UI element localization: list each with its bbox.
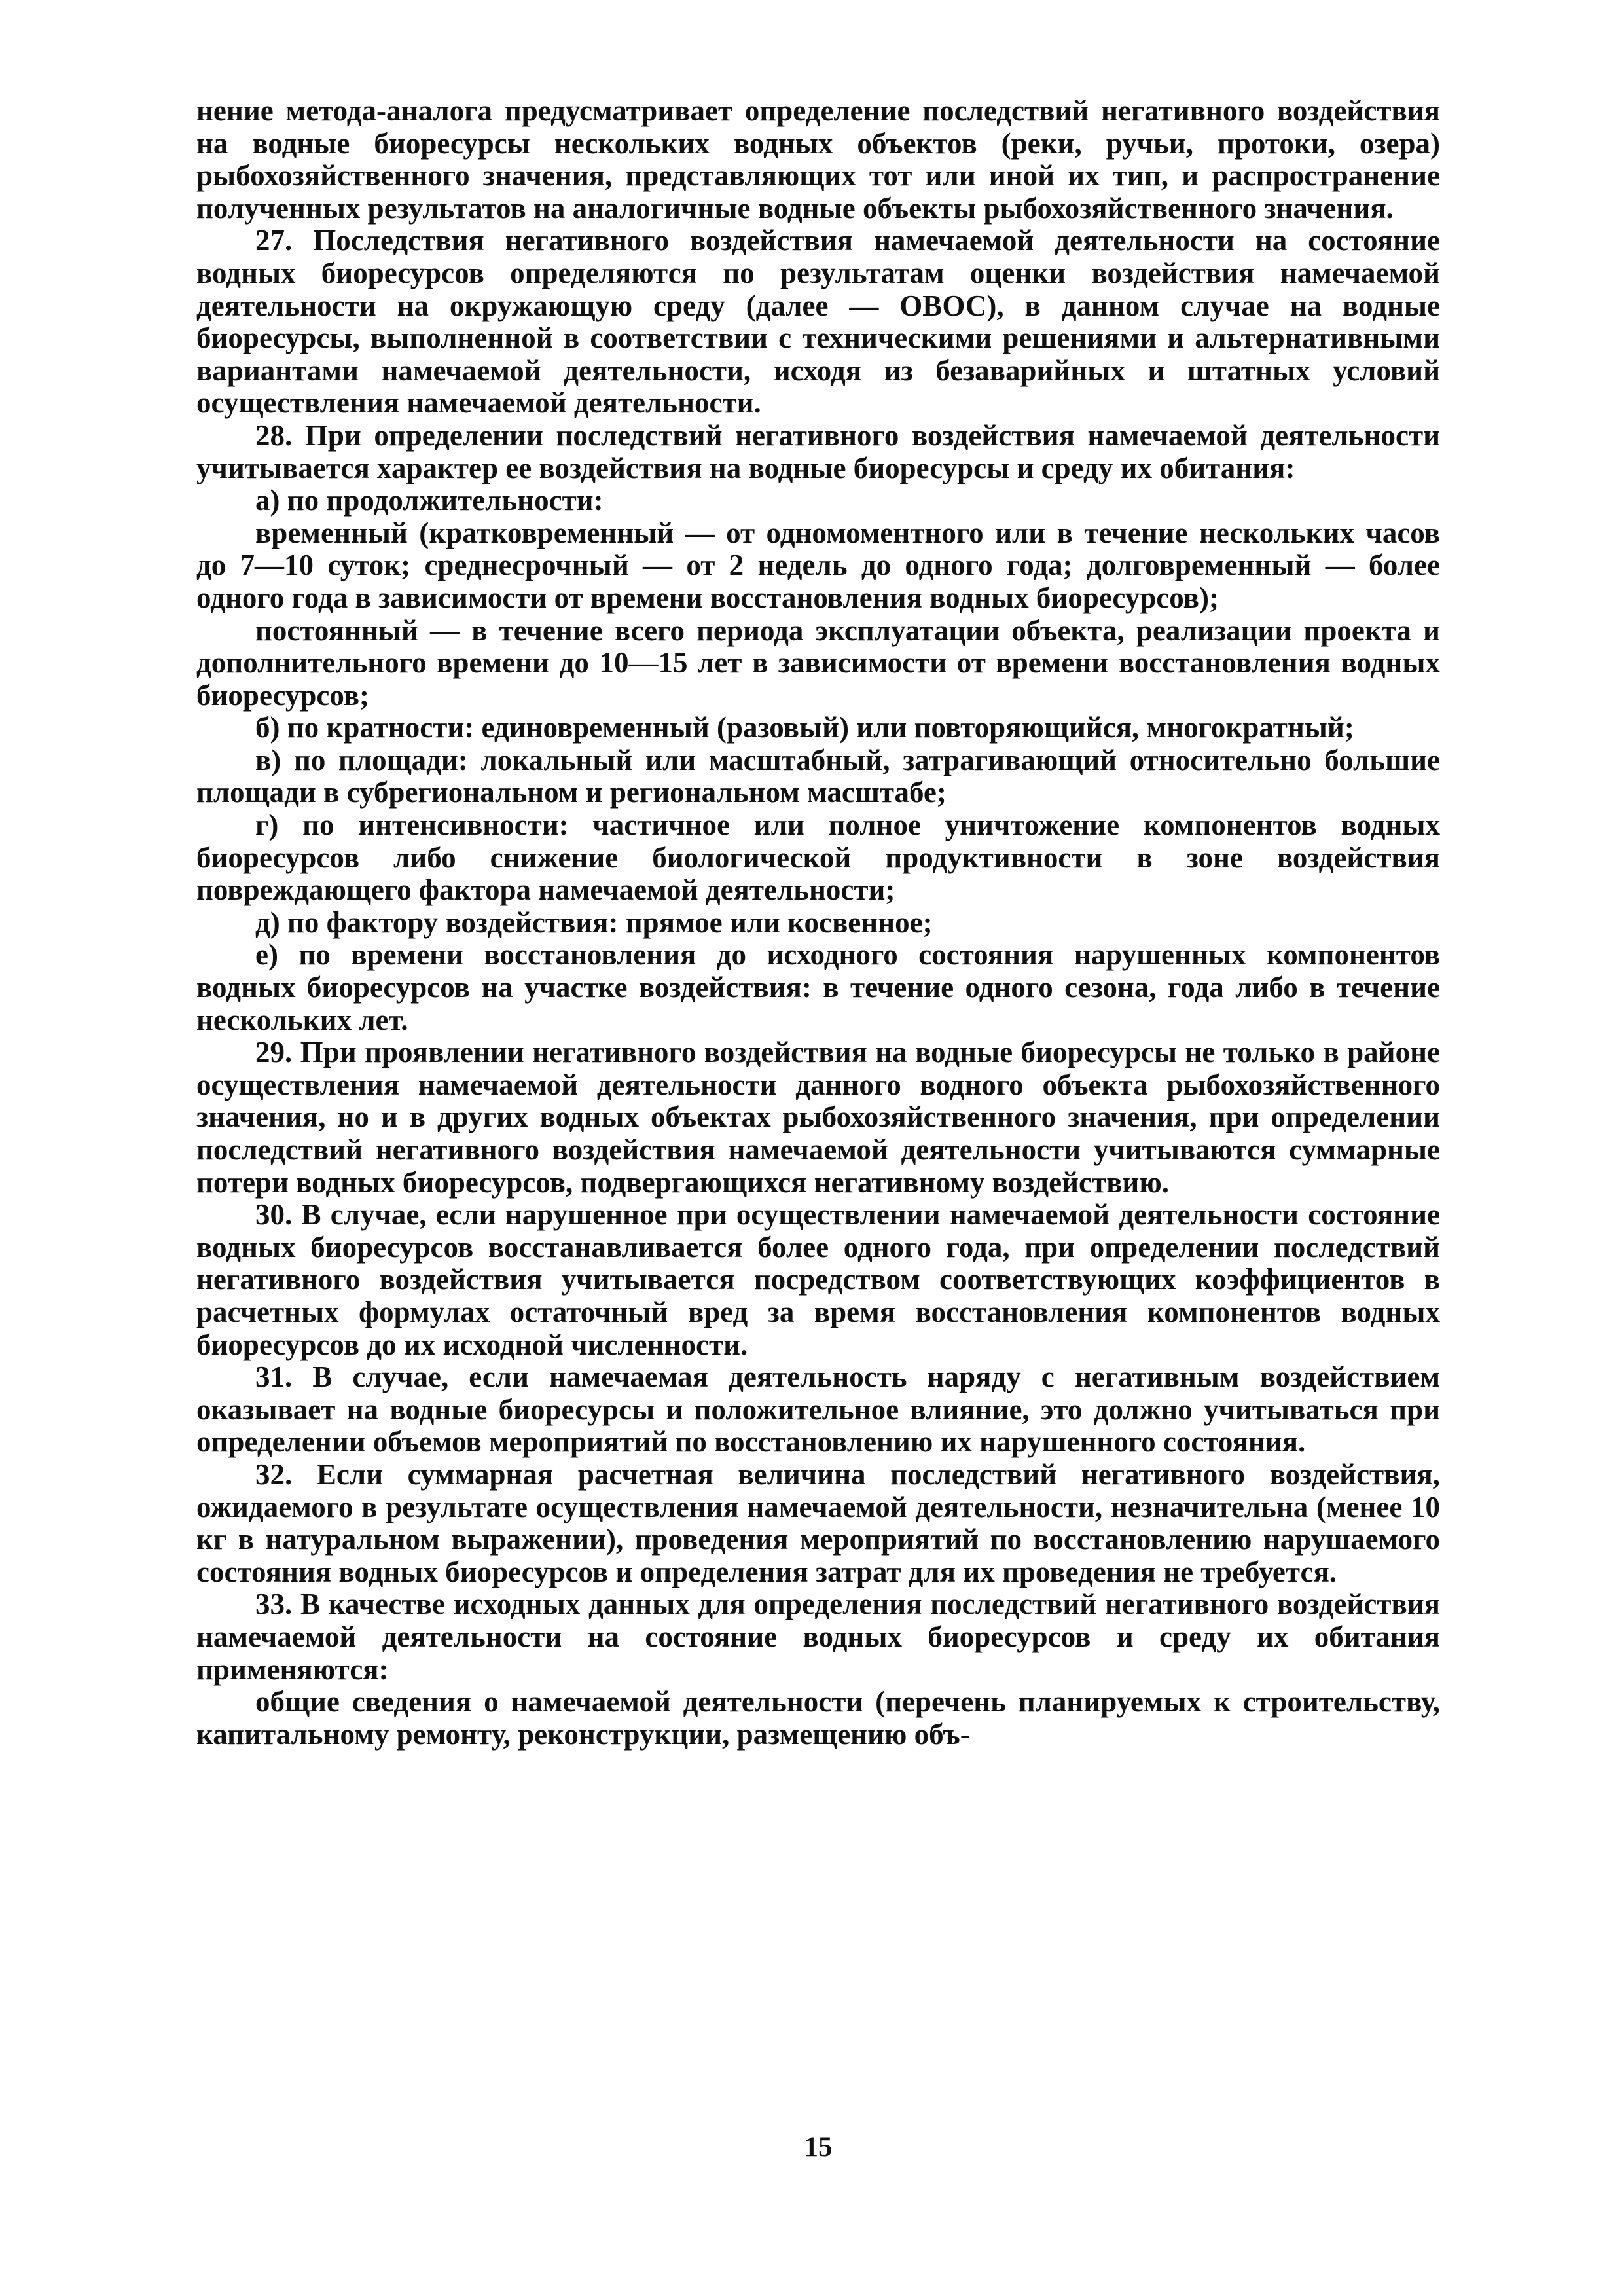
paragraph-32: 32. Если суммарная расчетная величина последствий негативного воздействия, ожидаемого в результате осуществления намечаемой деятельности, незначительна (менее 10 кг в натуральном выражении), проведения мероприятий по восстановлению нарушаемого состояния водных биоресурсов и определения затрат для их проведения не требуется. bbox=[196, 1457, 1440, 1588]
document-page bbox=[196, 95, 1440, 2190]
paragraph-28: 28. При определении последствий негативного воздействия намечаемой деятельности учитывается характер ее воздействия на водные биоресурсы и среду их обитания: bbox=[196, 418, 1440, 484]
paragraph-28-b: б) по кратности: единовременный (разовый) или повторяющийся, многократный; bbox=[255, 711, 1354, 744]
page-number: 15 bbox=[804, 2132, 833, 2162]
paragraph-27: 27. Последствия негативного воздействия намечаемой деятельности на состояние водных биоресурсов определяются по результатам оценки воздействия намечаемой деятельности на окружающую среду (далее — ОВОС), в данном случае на водные биоресурсы, выполненной в соответствии с техническими решениями и альтернативными вариантами намечаемой деятельности, исходя из безаварийных и штатных условий осуществления намечаемой деятельности. bbox=[196, 224, 1440, 420]
paragraph-continuation: нение метода-аналога предусматривает определение последствий негативного воздействия на водные биоресурсы нескольких водных объектов (реки, ручьи, протоки, озера) рыбохозяйственного значения, представляющих тот или иной их тип, и распространение полученных результатов на аналогичные водные объекты рыбохозяйственного значения. bbox=[196, 94, 1440, 225]
paragraph-30: 30. В случае, если нарушенное при осуществлении намечаемой деятельности состояние водных биоресурсов восстанавливается более одного года, при определении последствий негативного воздействия учитывается посредством соответствующих коэффициентов в расчетных формулах остаточный вред за время восстановления компонентов водных биоресурсов до их исходной численности. bbox=[196, 1198, 1440, 1361]
paragraph-31: 31. В случае, если намечаемая деятельность наряду с негативным воздействием оказывает на водные биоресурсы и положительное влияние, это должно учитываться при определении объемов мероприятий по восстановлению их нарушенного состояния. bbox=[196, 1360, 1440, 1459]
paragraph-28-e: е) по времени восстановления до исходного состояния нарушенных компонентов водных биоресурсов на участке воздействия: в течение одного сезона, года либо в течение нескольких лет. bbox=[196, 938, 1440, 1036]
paragraph-28-v: в) по площади: локальный или масштабный, затрагивающий относительно большие площади в субрегиональном и региональном масштабе; bbox=[196, 743, 1440, 809]
paragraph-29: 29. При проявлении негативного воздействия на водные биоресурсы не только в районе осуществления намечаемой деятельности данного водного объекта рыбохозяйственного значения, но и в других водных объектах рыбохозяйственного значения, при определении последствий негативного воздействия намечаемой деятельности учитываются суммарные потери водных биоресурсов, подвергающихся негативному воздействию. bbox=[196, 1036, 1440, 1199]
paragraph-28-a-permanent: постоянный — в течение всего периода эксплуатации объекта, реализации проекта и дополнительного времени до 10—15 лет в зависимости от времени восстановления водных биоресурсов; bbox=[196, 613, 1440, 712]
paragraph-33: 33. В качестве исходных данных для определения последствий негативного воздействия намечаемой деятельности на состояние водных биоресурсов и среду их обитания применяются: bbox=[196, 1588, 1440, 1686]
paragraph-33-general-info: общие сведения о намечаемой деятельности (перечень планируемых к строительству, капитальному ремонту, реконструкции, размещению объ- bbox=[196, 1685, 1440, 1751]
paragraph-28-g: г) по интенсивности: частичное или полное уничтожение компонентов водных биоресурсов либо снижение биологической продуктивности в зоне воздействия повреждающего фактора намечаемой деятельности; bbox=[196, 809, 1440, 907]
paragraph-28-a: а) по продолжительности: bbox=[255, 484, 604, 517]
paragraph-28-a-temporary: временный (кратковременный — от одномоментного или в течение нескольких часов до 7—10 суток; среднесрочный — от 2 недель до одного года; долговременный — более одного года в зависимости от времени восстановления водных биоресурсов); bbox=[196, 516, 1440, 614]
paragraph-28-d: д) по фактору воздействия: прямое или косвенное; bbox=[255, 905, 933, 939]
body-text bbox=[196, 95, 1440, 1751]
